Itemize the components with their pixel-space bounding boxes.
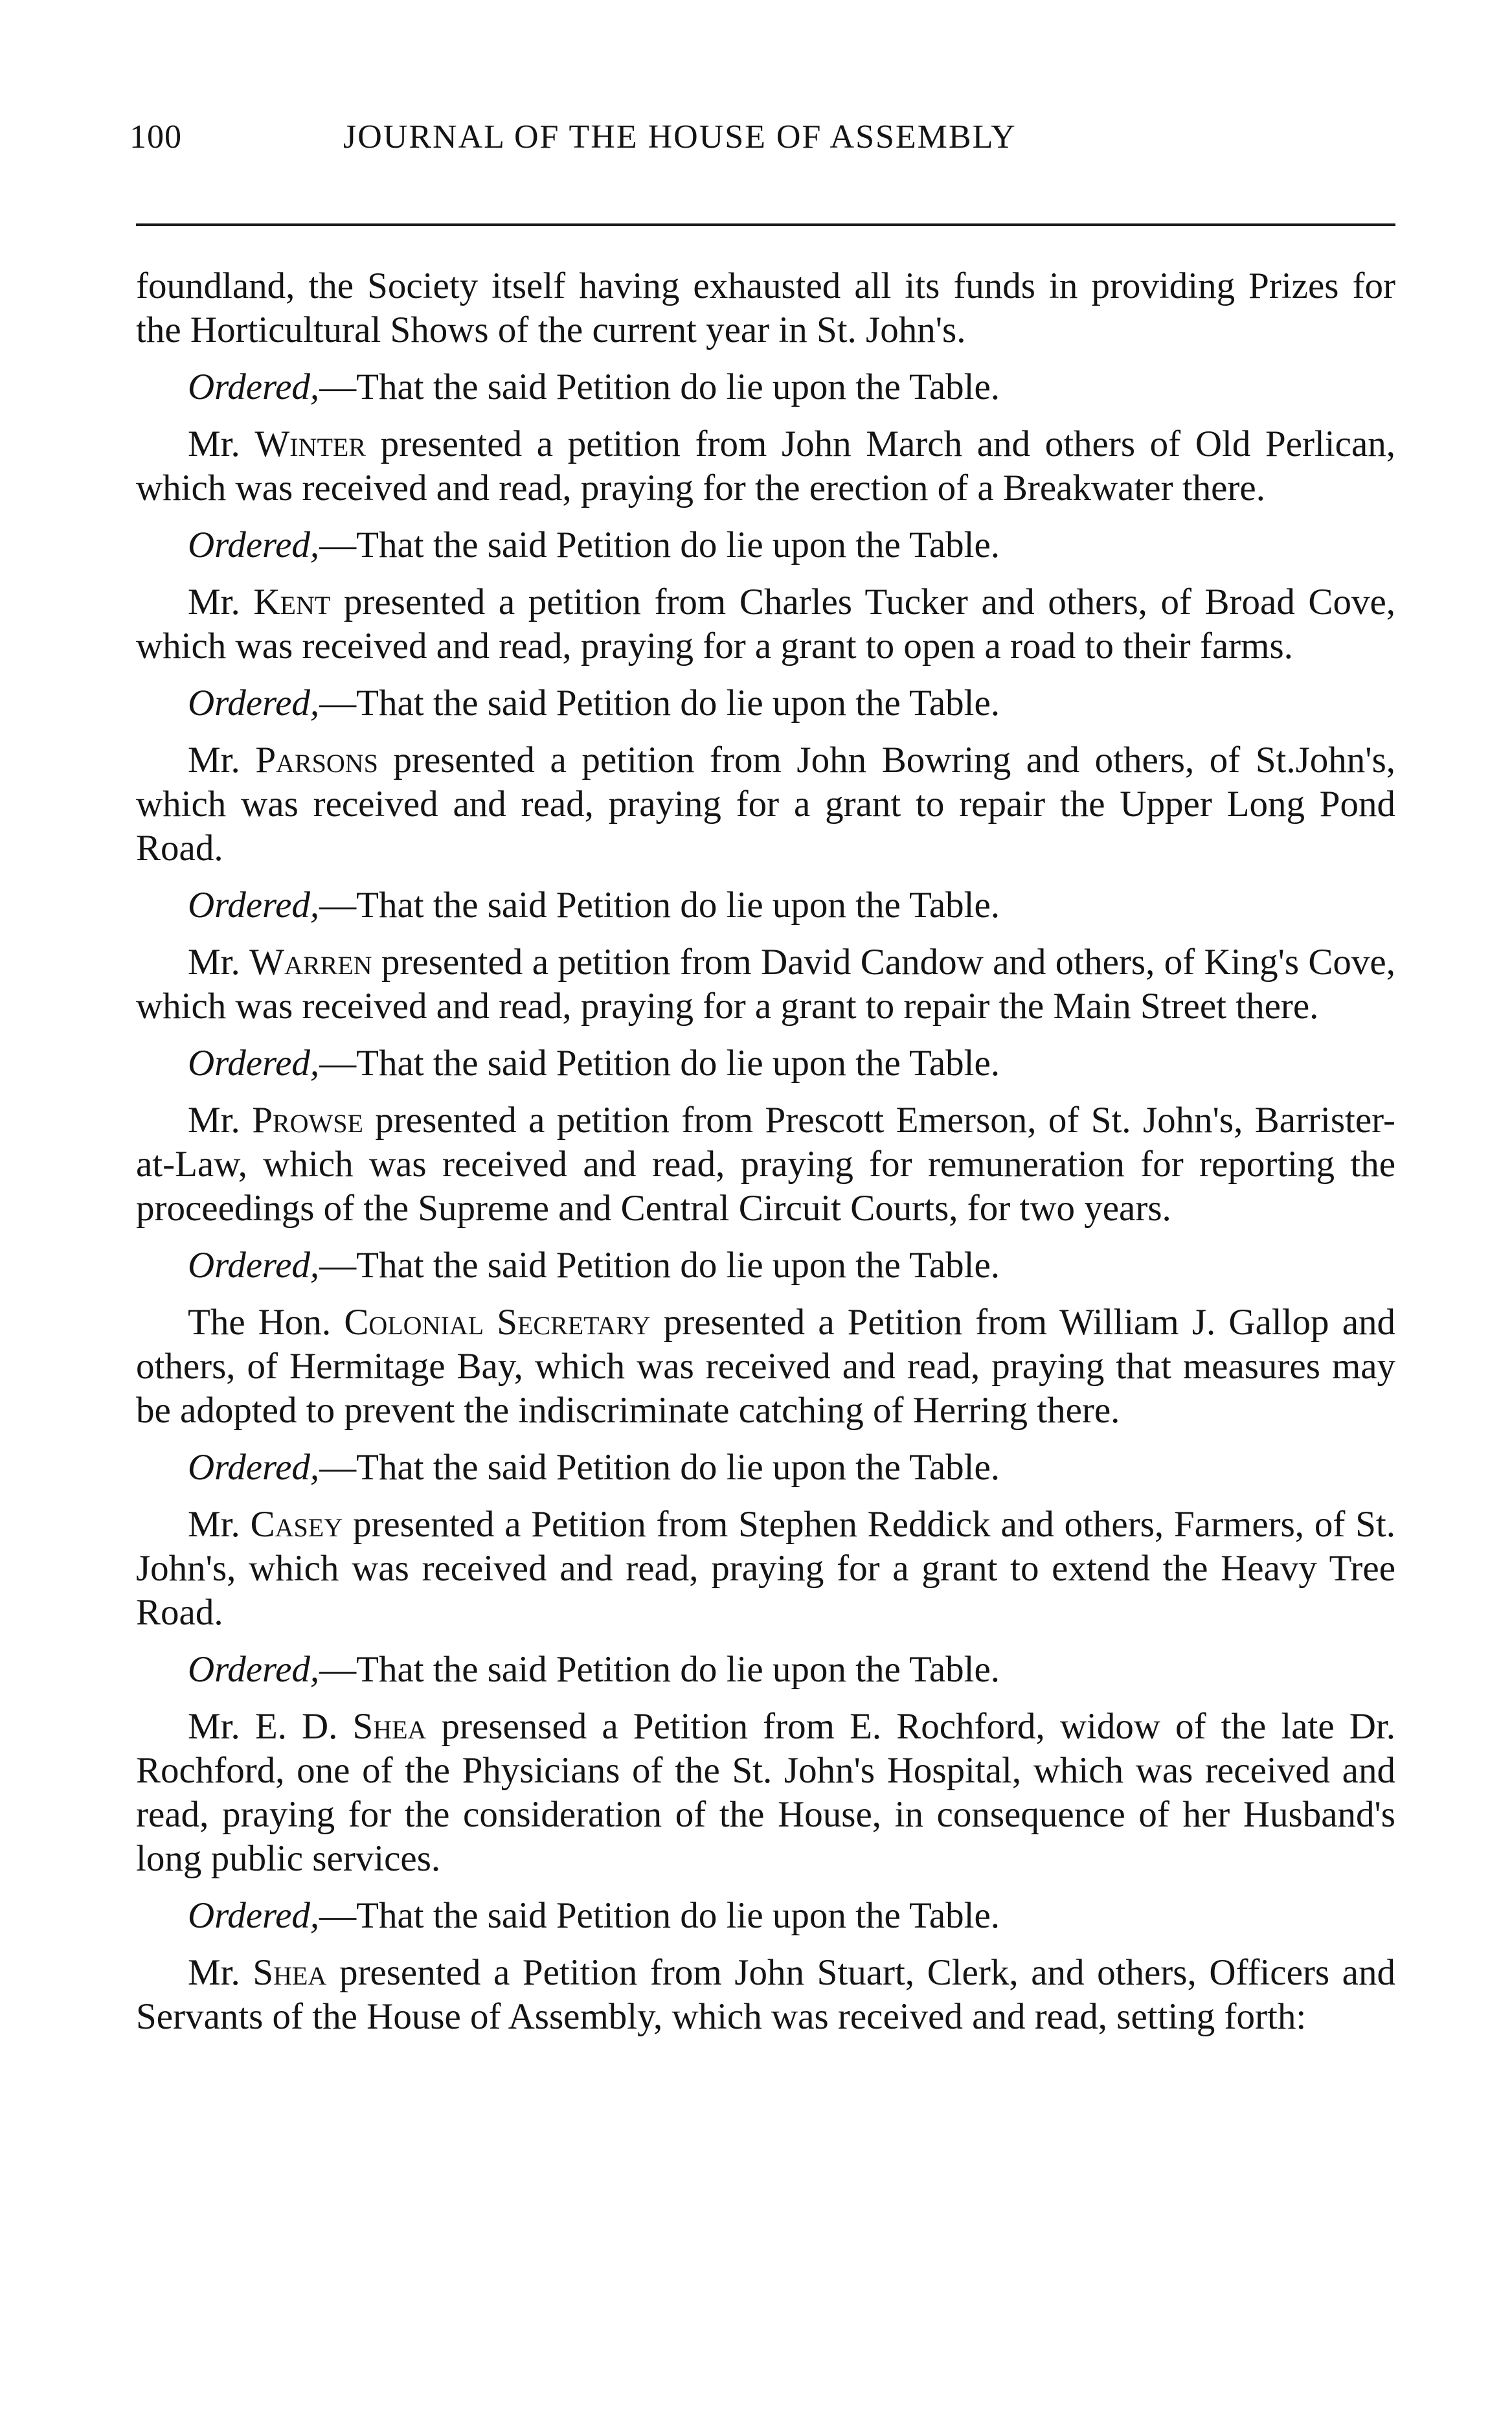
member-name: Parsons <box>255 740 378 780</box>
journal-text <box>136 264 1395 2052</box>
header-rule <box>136 223 1395 226</box>
member-name: Shea <box>352 1706 427 1747</box>
petition-paragraph: The Hon. Colonial Secretary presented a Petition from William J. Gallop and others, of Hermitage Bay, which was received and read, praying that measures may be adopted to prevent the indiscriminate catching of Herring there. <box>136 1302 1395 1431</box>
petition-paragraph: Mr. Shea presented a Petition from John Stuart, Clerk, and others, Officers and Servants of the House of Assembly, which was received and read, setting forth: <box>136 1952 1395 2037</box>
petition-paragraph: Mr. Casey presented a Petition from Stephen Reddick and others, Farmers, of St. John's, which was received and read, praying for a grant to extend the Heavy Tree Road. <box>136 1504 1395 1633</box>
order-line: Ordered,—That the said Petition do lie upon the Table. <box>188 885 1000 926</box>
petition-paragraph: Mr. E. D. Shea presensed a Petition from E. Rochford, widow of the late Dr. Rochford, one of the Physicians of the St. John's Hospital, which was received and read, praying for the consideration of the House, in consequence of her Husband's long public services. <box>136 1706 1395 1879</box>
order-line: Ordered,—That the said Petition do lie upon the Table. <box>188 367 1000 407</box>
order-line: Ordered,—That the said Petition do lie upon the Table. <box>188 683 1000 723</box>
petition-paragraph: Mr. Warren presented a petition from David Candow and others, of King's Cove, which was received and read, praying for a grant to repair the Main Street there. <box>136 942 1395 1027</box>
petition-paragraph: Mr. Prowse presented a petition from Prescott Emerson, of St. John's, Barrister-at-Law, which was received and read, praying for remuneration for reporting the proceedings of the Supreme and Central Circuit Courts, for two years. <box>136 1100 1395 1229</box>
paragraph-continuation: foundland, the Society itself having exhausted all its funds in providing Prizes for the Horticultural Shows of the current year in St. John's. <box>136 266 1395 350</box>
running-title: JOURNAL OF THE HOUSE OF ASSEMBLY <box>343 119 1017 155</box>
order-line: Ordered,—That the said Petition do lie upon the Table. <box>188 1447 1000 1488</box>
ordered-word: Ordered, <box>188 525 320 565</box>
member-name: Winter <box>254 424 366 464</box>
member-name: Warren <box>249 942 372 983</box>
ordered-word: Ordered, <box>188 1895 320 1936</box>
page-header <box>130 118 1399 163</box>
order-line: Ordered,—That the said Petition do lie upon the Table. <box>188 1043 1000 1084</box>
petition-paragraph: Mr. Kent presented a petition from Charles Tucker and others, of Broad Cove, which was received and read, praying for a grant to open a road to their farms. <box>136 582 1395 666</box>
page-number: 100 <box>130 119 182 155</box>
ordered-word: Ordered, <box>188 683 320 723</box>
order-line: Ordered,—That the said Petition do lie upon the Table. <box>188 525 1000 565</box>
member-name: Kent <box>253 582 331 622</box>
ordered-word: Ordered, <box>188 1447 320 1488</box>
ordered-word: Ordered, <box>188 367 320 407</box>
order-line: Ordered,—That the said Petition do lie upon the Table. <box>188 1245 1000 1286</box>
ordered-word: Ordered, <box>188 1245 320 1286</box>
member-name: Colonial Secretary <box>344 1302 651 1343</box>
ordered-word: Ordered, <box>188 885 320 926</box>
ordered-word: Ordered, <box>188 1649 320 1690</box>
ordered-word: Ordered, <box>188 1043 320 1084</box>
petition-paragraph: Mr. Winter presented a petition from John March and others of Old Perlican, which was received and read, praying for the erection of a Breakwater there. <box>136 424 1395 508</box>
order-line: Ordered,—That the said Petition do lie upon the Table. <box>188 1895 1000 1936</box>
member-name: Shea <box>253 1952 327 1993</box>
order-line: Ordered,—That the said Petition do lie upon the Table. <box>188 1649 1000 1690</box>
member-name: Prowse <box>252 1100 363 1141</box>
member-name: Casey <box>250 1504 343 1545</box>
petition-paragraph: Mr. Parsons presented a petition from John Bowring and others, of St.John's, which was received and read, praying for a grant to repair the Upper Long Pond Road. <box>136 740 1395 869</box>
